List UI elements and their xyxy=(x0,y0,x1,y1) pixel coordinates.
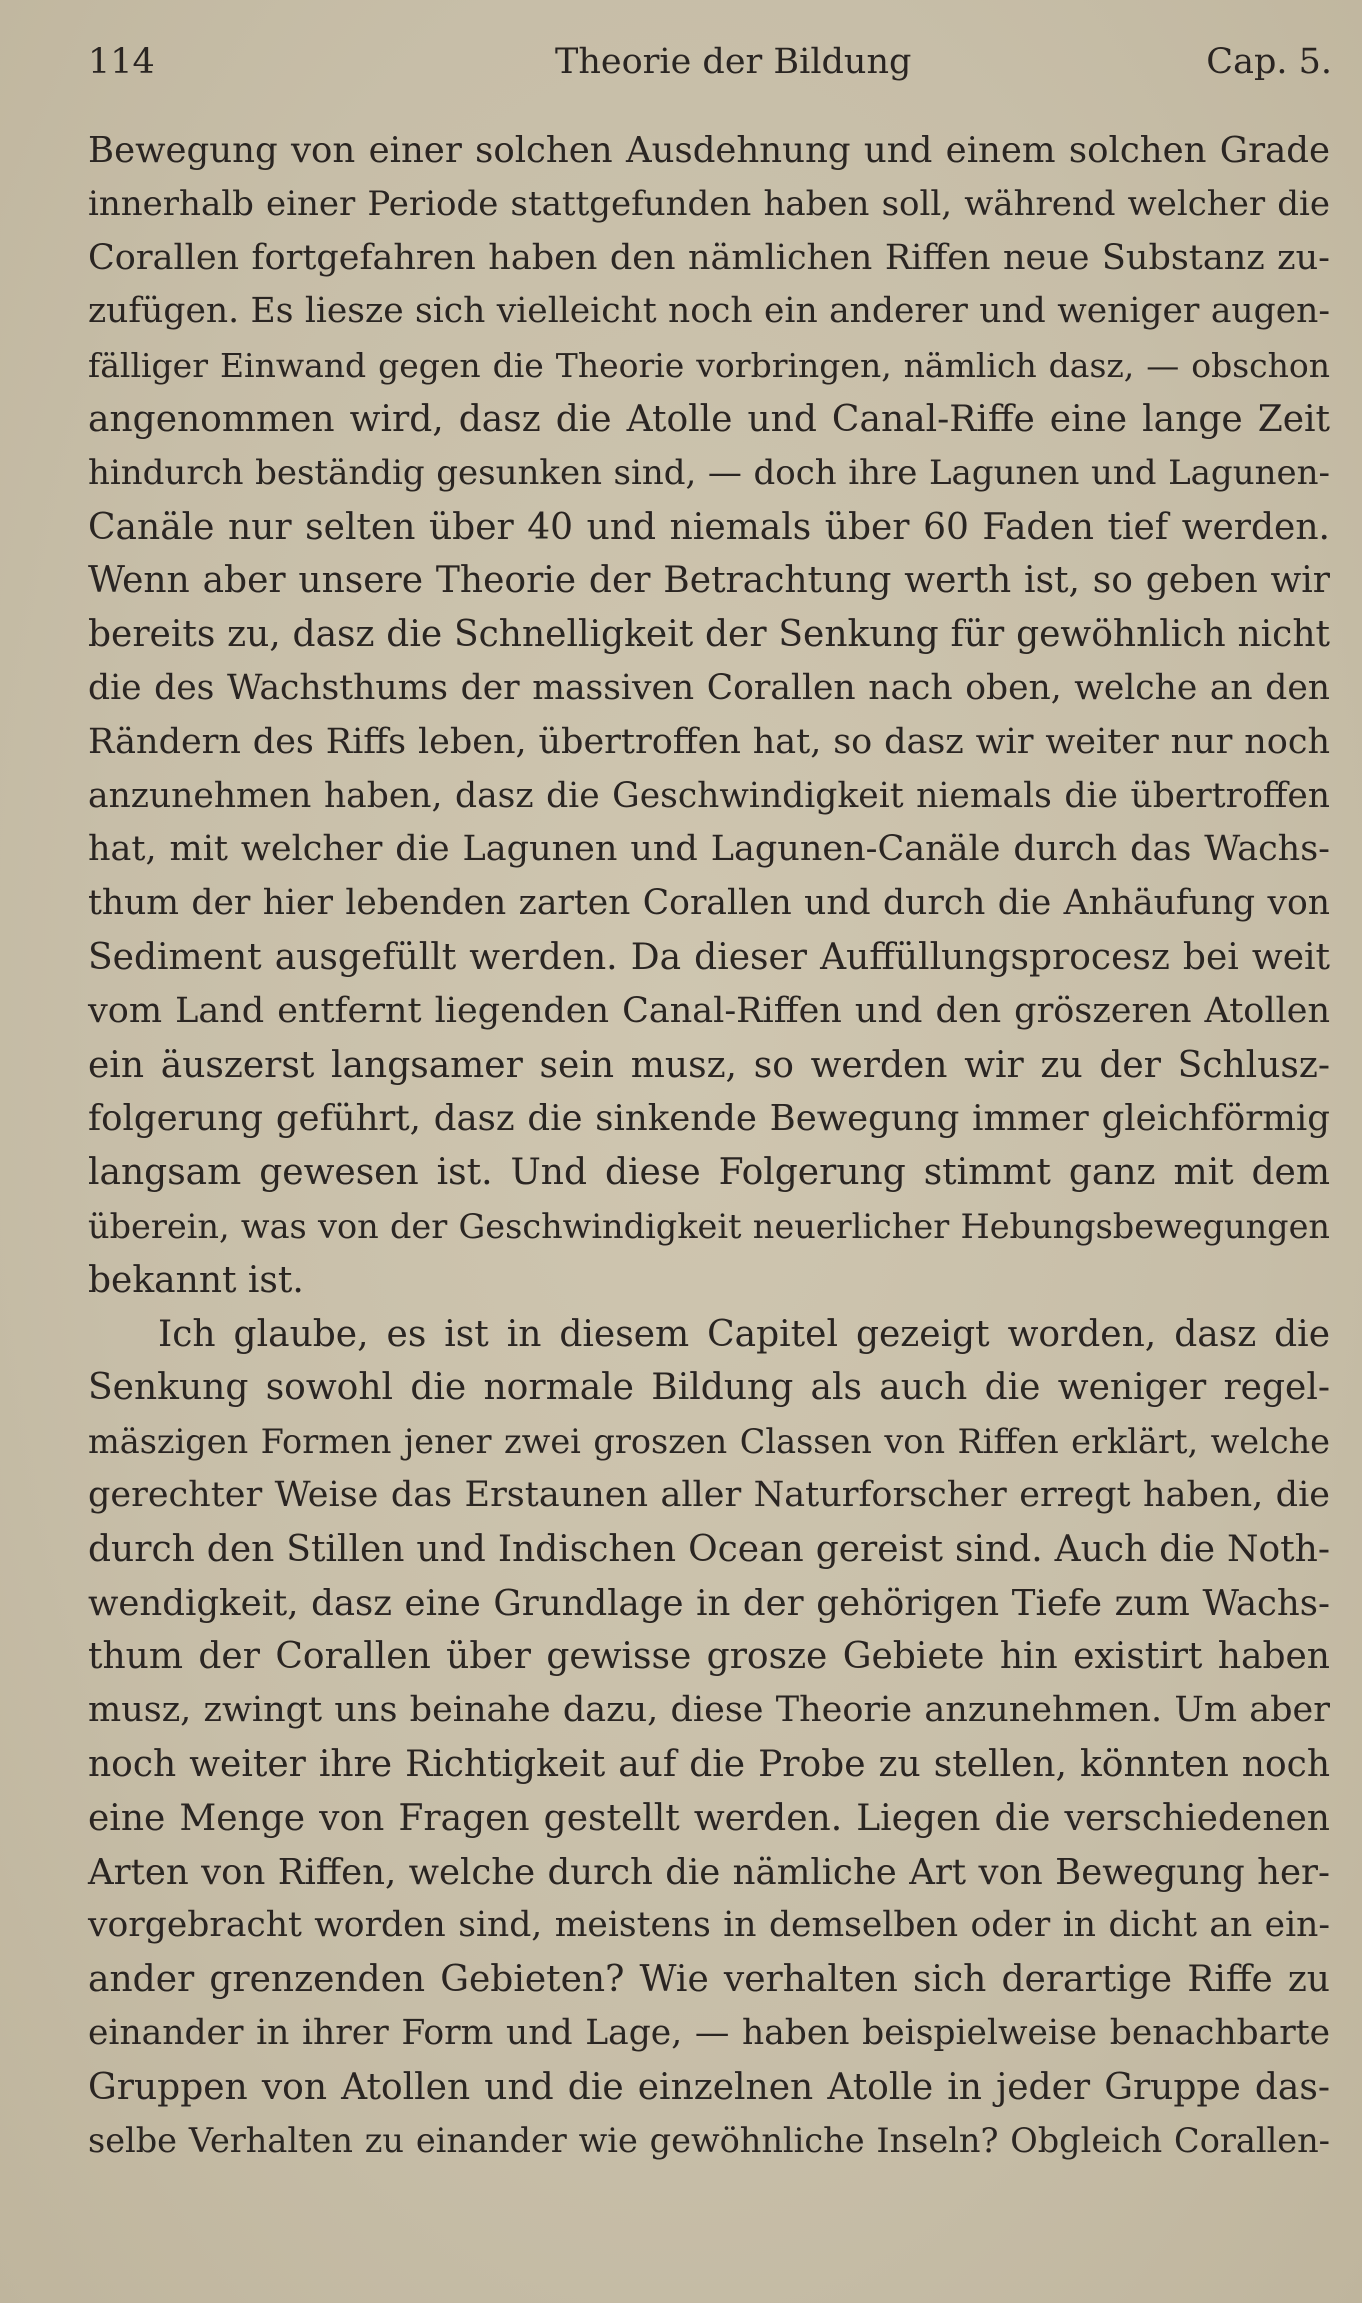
paragraph-1 xyxy=(88,124,1330,1308)
text-line: anzunehmen haben, dasz die Geschwindigkeit niemals die übertroffen xyxy=(88,775,1330,816)
text-line: gerechter Weise das Erstaunen aller Naturforscher erregt haben, die xyxy=(88,1474,1330,1515)
text-line: ander grenzenden Gebieten? Wie verhalten sich derartige Riffe zu xyxy=(88,1959,1330,2001)
text-line: fälliger Einwand gegen die Theorie vorbringen, nämlich dasz, — obschon xyxy=(88,346,1330,386)
text-line: selbe Verhalten zu einander wie gewöhnliche Inseln? Obgleich Corallen- xyxy=(88,2121,1330,2161)
text-line: durch den Stillen und Indischen Ocean gereist sind. Auch die Noth- xyxy=(88,1528,1330,1570)
text-line: thum der hier lebenden zarten Corallen und durch die Anhäufung von xyxy=(88,883,1330,924)
text-line: zufügen. Es liesze sich vielleicht noch ein anderer und weniger augen- xyxy=(88,291,1330,332)
text-line: einander in ihrer Form und Lage, — haben beispielweise benachbarte xyxy=(88,2012,1330,2053)
text-line: hindurch beständig gesunken sind, — doch ihre Lagunen und Lagunen- xyxy=(88,452,1330,493)
text-line: innerhalb einer Periode stattgefunden haben soll, während welcher die xyxy=(88,183,1330,224)
text-line: die des Wachsthums der massiven Corallen nach oben, welche an den xyxy=(88,667,1330,708)
running-title: Theorie der Bildung xyxy=(555,42,912,82)
text-line: Sediment ausgefüllt werden. Da dieser Auffüllungsprocesz bei weit xyxy=(88,936,1330,978)
text-line: Wenn aber unsere Theorie der Betrachtung werth ist, so geben wir xyxy=(88,560,1330,602)
paragraph-2 xyxy=(88,1308,1330,2169)
text-line: vom Land entfernt liegenden Canal-Riffen und den gröszeren Atollen xyxy=(88,990,1330,1031)
text-line: Rändern des Riffs leben, übertroffen hat, so dasz wir weiter nur noch xyxy=(88,721,1330,762)
text-line: folgerung geführt, dasz die sinkende Bewegung immer gleichförmig xyxy=(88,1098,1330,1140)
text-line: angenommen wird, dasz die Atolle und Canal-Riffe eine lange Zeit xyxy=(88,398,1330,440)
text-line: eine Menge von Fragen gestellt werden. Liegen die verschiedenen xyxy=(88,1797,1330,1839)
text-line: Ich glaube, es ist in diesem Capitel gezeigt worden, dasz die xyxy=(158,1313,1330,1355)
chapter-label: Cap. 5. xyxy=(1206,42,1332,82)
text-line: wendigkeit, dasz eine Grundlage in der gehörigen Tiefe zum Wachs- xyxy=(88,1582,1330,1624)
text-line: bekannt ist. xyxy=(88,1259,304,1301)
page-number: 114 xyxy=(88,42,155,82)
text-line: ein äuszerst langsamer sein musz, so werden wir zu der Schlusz- xyxy=(88,1044,1330,1086)
text-line: hat, mit welcher die Lagunen und Lagunen-Canäle durch das Wachs- xyxy=(88,829,1330,870)
text-line: langsam gewesen ist. Und diese Folgerung stimmt ganz mit dem xyxy=(88,1152,1330,1194)
text-line: musz, zwingt uns beinahe dazu, diese Theorie anzunehmen. Um aber xyxy=(88,1690,1330,1731)
text-line: bereits zu, dasz die Schnelligkeit der Senkung für gewöhnlich nicht xyxy=(88,614,1330,656)
page-header xyxy=(88,42,1332,98)
text-line: Arten von Riffen, welche durch die nämliche Art von Bewegung her- xyxy=(88,1851,1330,1893)
text-line: Senkung sowohl die normale Bildung als auch die weniger regel- xyxy=(88,1367,1330,1409)
text-line: Corallen fortgefahren haben den nämlichen Riffen neue Substanz zu- xyxy=(88,237,1330,278)
text-line: vorgebracht worden sind, meistens in demselben oder in dicht an ein- xyxy=(88,1905,1330,1946)
text-line: Bewegung von einer solchen Ausdehnung und einem solchen Grade xyxy=(88,130,1330,171)
page-body xyxy=(88,124,1330,2168)
text-line: mäszigen Formen jener zwei groszen Classen von Riffen erklärt, welche xyxy=(88,1422,1330,1462)
text-line: Canäle nur selten über 40 und niemals über 60 Faden tief werden. xyxy=(88,506,1330,548)
text-line: thum der Corallen über gewisse grosze Gebiete hin existirt haben xyxy=(88,1636,1330,1678)
text-line: überein, was von der Geschwindigkeit neuerlicher Hebungsbewegungen xyxy=(88,1206,1330,1246)
text-line: noch weiter ihre Richtigkeit auf die Probe zu stellen, könnten noch xyxy=(88,1743,1330,1785)
text-line: Gruppen von Atollen und die einzelnen Atolle in jeder Gruppe das- xyxy=(88,2066,1330,2108)
